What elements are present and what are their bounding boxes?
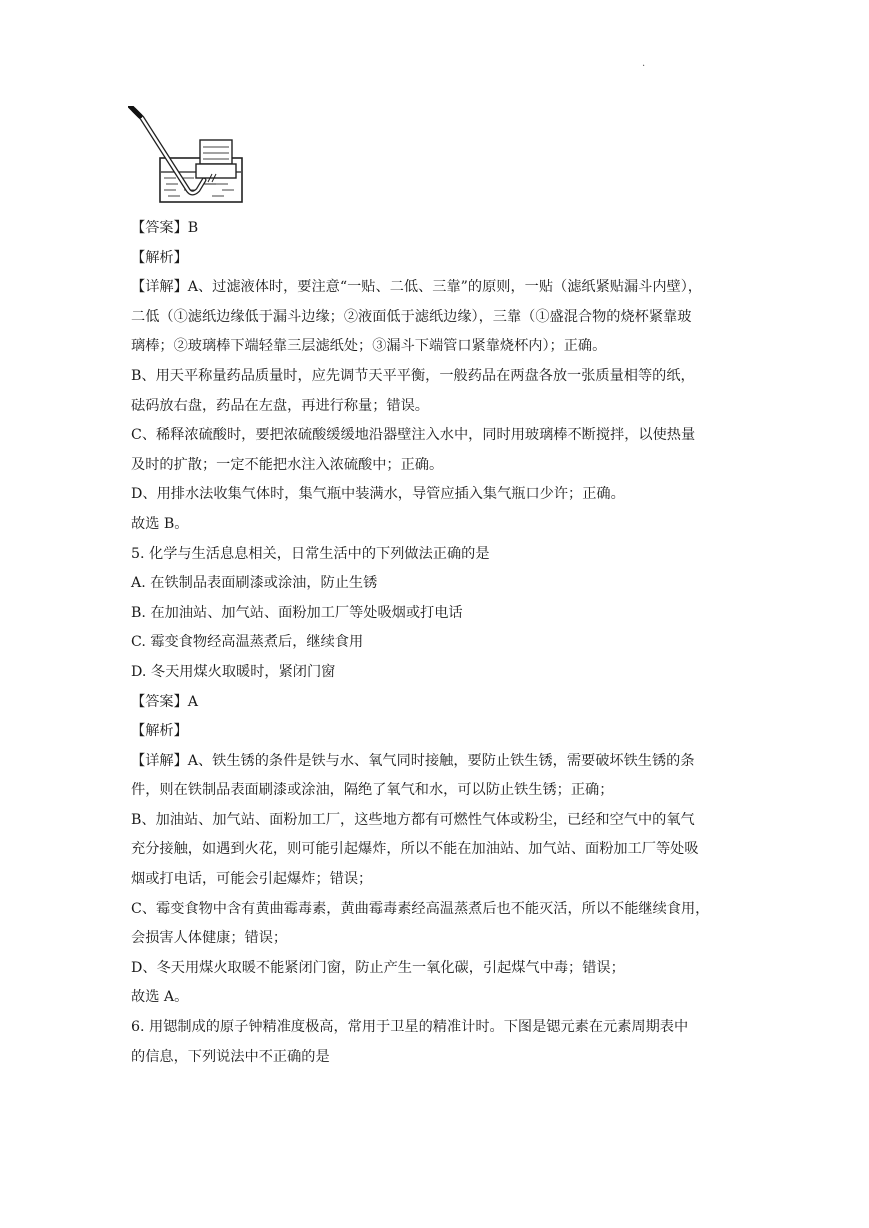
question-5-stem: 5. 化学与生活息息相关，日常生活中的下列做法正确的是 — [131, 545, 490, 562]
explanation-q5-line: 件，则在铁制品表面刷漆或涂油，隔绝了氧气和水，可以防止铁生锈；正确； — [131, 782, 614, 799]
explanation-q5-line: 烟或打电话，可能会引起爆炸；错误； — [131, 871, 373, 888]
question-5-option-a: A. 在铁制品表面刷漆或涂油，防止生锈 — [131, 575, 378, 592]
explanation-q4-line: 及时的扩散；一定不能把水注入浓硫酸中；正确。 — [131, 456, 444, 473]
explanation-q4-line: 璃棒；②玻璃棒下端轻靠三层滤纸处；③漏斗下端管口紧靠烧杯内）；正确。 — [131, 338, 607, 355]
explanation-q5-line: D、冬天用煤火取暖不能紧闭门窗，防止产生一氧化碳，引起煤气中毒；错误； — [131, 959, 625, 976]
answer-label-q5: 【答案】A — [131, 693, 198, 710]
explanation-q4-line: 【详解】A、过滤液体时，要注意“一贴、二低、三靠”的原则，一贴（滤纸紧贴漏斗内壁）， — [131, 279, 702, 296]
document-body — [131, 214, 741, 1072]
page-header-mark: . — [642, 58, 646, 69]
question-6-stem: 6. 用锶制成的原子钟精准度极高，常用于卫星的精准计时。下图是锶元素在元素周期表中 — [131, 1019, 689, 1036]
question-6-stem: 的信息，下列说法中不正确的是 — [131, 1048, 330, 1065]
explanation-q4-line: 砝码放右盘，药品在左盘，再进行称量；错误。 — [131, 397, 429, 414]
question-5-option-b: B. 在加油站、加气站、面粉加工厂等处吸烟或打电话 — [131, 604, 463, 621]
question-5-option-c: C. 霉变食物经高温蒸煮后，继续食用 — [131, 634, 364, 651]
conclusion-q5: 故选 A。 — [131, 989, 189, 1006]
explanation-q4-line: D、用排水法收集气体时，集气瓶中装满水，导管应插入集气瓶口少许；正确。 — [131, 486, 625, 503]
explanation-q5-line: B、加油站、加气站、面粉加工厂，这些地方都有可燃性气体或粉尘，已经和空气中的氧气 — [131, 811, 695, 828]
explanation-q5-line: 【详解】A、铁生锈的条件是铁与水、氧气同时接触，要防止铁生锈，需要破坏铁生锈的条 — [131, 752, 695, 769]
conclusion-q4: 故选 B。 — [131, 515, 189, 532]
analysis-label-q4: 【解析】 — [131, 249, 188, 266]
explanation-q5-line: 充分接触，如遇到火花，则可能引起爆炸，所以不能在加油站、加气站、面粉加工厂等处吸 — [131, 841, 699, 858]
answer-label-q4: 【答案】B — [131, 220, 199, 236]
explanation-q5-line: C、霉变食物中含有黄曲霉毒素，黄曲霉毒素经高温蒸煮后也不能灭活，所以不能继续食用， — [131, 900, 710, 917]
question-5-option-d: D. 冬天用煤火取暖时，紧闭门窗 — [131, 663, 336, 680]
explanation-q4-line: B、用天平称量药品质量时，应先调节天平平衡，一般药品在两盘各放一张质量相等的纸， — [131, 367, 695, 384]
explanation-q4-line: 二低（①滤纸边缘低于漏斗边缘；②液面低于滤纸边缘），三靠（①盛混合物的烧杯紧靠玻 — [131, 308, 692, 325]
gas-collection-apparatus-figure — [128, 106, 246, 212]
explanation-q5-line: 会损害人体健康；错误； — [131, 930, 288, 947]
explanation-q4-line: C、稀释浓硫酸时，要把浓硫酸缓缓地沿器壁注入水中，同时用玻璃棒不断搅拌，以使热量 — [131, 427, 696, 444]
analysis-label-q5: 【解析】 — [131, 723, 188, 740]
